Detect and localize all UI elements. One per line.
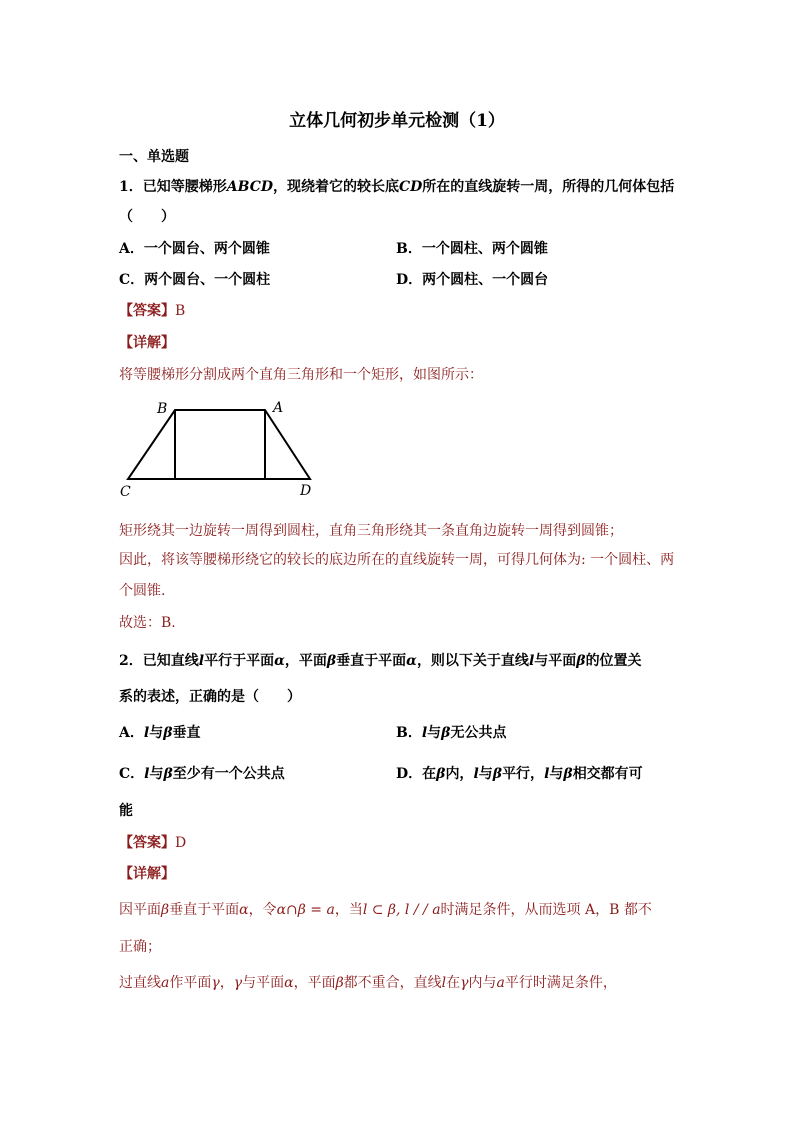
trapezoid-outline <box>128 410 310 479</box>
label-a: A <box>273 400 284 416</box>
symbol-l: l <box>198 653 205 669</box>
q2-text: 垂直于平面 <box>336 653 407 669</box>
symbol-alpha: α <box>284 975 294 991</box>
q2-detail-tag: 【详解】 <box>119 866 175 882</box>
q2-stem <box>119 650 642 670</box>
symbol-gamma: γ <box>460 975 469 991</box>
symbol-beta: β <box>326 653 337 669</box>
answer-value: B <box>175 303 186 319</box>
q2-option-b <box>396 722 506 742</box>
q1-option-a: A．一个圆台、两个圆锥 <box>119 241 270 257</box>
q2-text: 与 <box>149 766 164 782</box>
detail-text: 因平面 <box>119 902 161 918</box>
page-title: 立体几何初步单元检测（1） <box>289 111 505 131</box>
symbol-beta: β <box>163 766 173 782</box>
label-c: C <box>120 484 131 500</box>
symbol-gamma: γ <box>211 975 220 991</box>
q2-text: ，平面 <box>284 653 327 669</box>
detail-text: 在 <box>446 975 461 991</box>
symbol-beta: β <box>436 766 446 782</box>
q1-option-b: B．一个圆柱、两个圆锥 <box>396 241 548 257</box>
math-expression: l ⊂ β, l / / a <box>362 902 441 918</box>
q1-detail-line: 个圆锥. <box>119 583 166 599</box>
q2-text: 无公共点 <box>450 725 507 741</box>
q2-text: 与 <box>427 725 442 741</box>
q2-text: 相交都有可 <box>572 766 643 782</box>
detail-text: ，令 <box>248 902 277 918</box>
q1-detail-line: 因此，将该等腰梯形绕它的较长的底边所在的直线旋转一周，可得几何体为: 一个圆柱、两 <box>119 552 675 568</box>
label-d: D <box>300 483 312 499</box>
q2-option-c <box>119 763 285 783</box>
symbol-l: l <box>143 725 150 741</box>
detail-text: 平行时满足条件， <box>504 975 617 991</box>
symbol-l: l <box>441 975 447 991</box>
q2-text: 与 <box>149 725 164 741</box>
q2-text: 与 <box>549 766 564 782</box>
q1-option-d: D．两个圆柱、一个圆台 <box>396 272 549 288</box>
answer-value: D <box>175 835 187 851</box>
q2-detail-line <box>119 972 617 992</box>
answer-tag: 【答案】 <box>119 835 175 851</box>
q1-abcd: ABCD <box>226 179 273 195</box>
q1-detail-tag: 【详解】 <box>119 335 175 351</box>
q1-detail-line: 矩形绕其一边旋转一周得到圆柱，直角三角形绕其一条直角边旋转一周得到圆锥； <box>119 523 623 539</box>
detail-text: 与平面 <box>242 975 285 991</box>
symbol-beta: β <box>492 766 503 782</box>
detail-text: 时满足条件，从而选项 A，B 都不 <box>440 902 652 918</box>
option-letter: C． <box>119 766 145 782</box>
symbol-beta: β <box>576 653 586 669</box>
symbol-a: a <box>496 975 505 991</box>
symbol-l: l <box>528 653 535 669</box>
detail-text: 垂直于平面 <box>169 902 240 918</box>
detail-text: 都不重合，直线 <box>343 975 442 991</box>
symbol-gamma: γ <box>233 975 243 991</box>
detail-text: ，当 <box>334 902 363 918</box>
q1-detail-line: 故选：B. <box>119 615 176 631</box>
symbol-l: l <box>544 766 550 782</box>
trapezoid-figure <box>110 395 330 505</box>
q2-detail-line <box>119 899 652 919</box>
q2-option-a <box>119 722 201 742</box>
detail-text: ， <box>219 975 234 991</box>
symbol-l: l <box>144 766 150 782</box>
q2-text: 内， <box>445 766 474 782</box>
q1-detail-line: 将等腰梯形分割成两个直角三角形和一个矩形，如图所示： <box>119 367 483 383</box>
detail-text: 作平面 <box>169 975 212 991</box>
symbol-l: l <box>473 766 479 782</box>
q2-text: 平行于平面 <box>204 653 275 669</box>
label-b: B <box>157 401 168 417</box>
symbol-beta: β <box>563 766 573 782</box>
q1-paren: （ ） <box>119 209 175 225</box>
symbol-beta: β <box>441 725 451 741</box>
symbol-beta: β <box>335 975 344 991</box>
q2-stem-line2: 系的表述，正确的是（ ） <box>119 689 301 705</box>
q2-text: 垂直 <box>172 725 201 741</box>
symbol-beta: β <box>161 902 170 918</box>
q2-option-d-cont: 能 <box>119 803 133 819</box>
q1-answer <box>119 300 185 320</box>
q2-text: 2．已知直线 <box>119 653 199 669</box>
section-heading: 一、单选题 <box>119 149 189 165</box>
option-letter: A． <box>119 725 144 741</box>
symbol-alpha: α <box>239 902 249 918</box>
option-letter: B． <box>396 725 422 741</box>
answer-tag: 【答案】 <box>119 303 175 319</box>
q2-detail-line: 正确； <box>119 939 161 955</box>
q2-text: 平行， <box>502 766 545 782</box>
q1-stem <box>119 176 674 196</box>
detail-text: ，平面 <box>293 975 336 991</box>
symbol-alpha: α <box>406 653 417 669</box>
math-expression: α∩β = a <box>276 902 335 918</box>
q1-stem-part: 所在的直线旋转一周，所得的几何体包括 <box>422 179 675 195</box>
symbol-alpha: α <box>274 653 285 669</box>
q2-text: 与 <box>478 766 493 782</box>
detail-text: 过直线 <box>119 975 161 991</box>
q2-text: 的位置关 <box>585 653 642 669</box>
q1-option-c: C．两个圆台、一个圆柱 <box>119 272 271 288</box>
q2-text: ，则以下关于直线 <box>416 653 529 669</box>
symbol-l: l <box>421 725 428 741</box>
detail-text: 内与 <box>468 975 497 991</box>
q1-stem-part: 1．已知等腰梯形 <box>119 179 227 195</box>
q2-answer <box>119 832 186 852</box>
option-letter: D．在 <box>396 766 437 782</box>
q2-text: 与平面 <box>534 653 577 669</box>
q1-cd: CD <box>399 179 423 195</box>
symbol-a: a <box>161 975 170 991</box>
q2-option-d <box>396 763 643 783</box>
q2-text: 至少有一个公共点 <box>172 766 285 782</box>
q1-stem-part: ，现绕着它的较长底 <box>273 179 399 195</box>
symbol-beta: β <box>163 725 173 741</box>
